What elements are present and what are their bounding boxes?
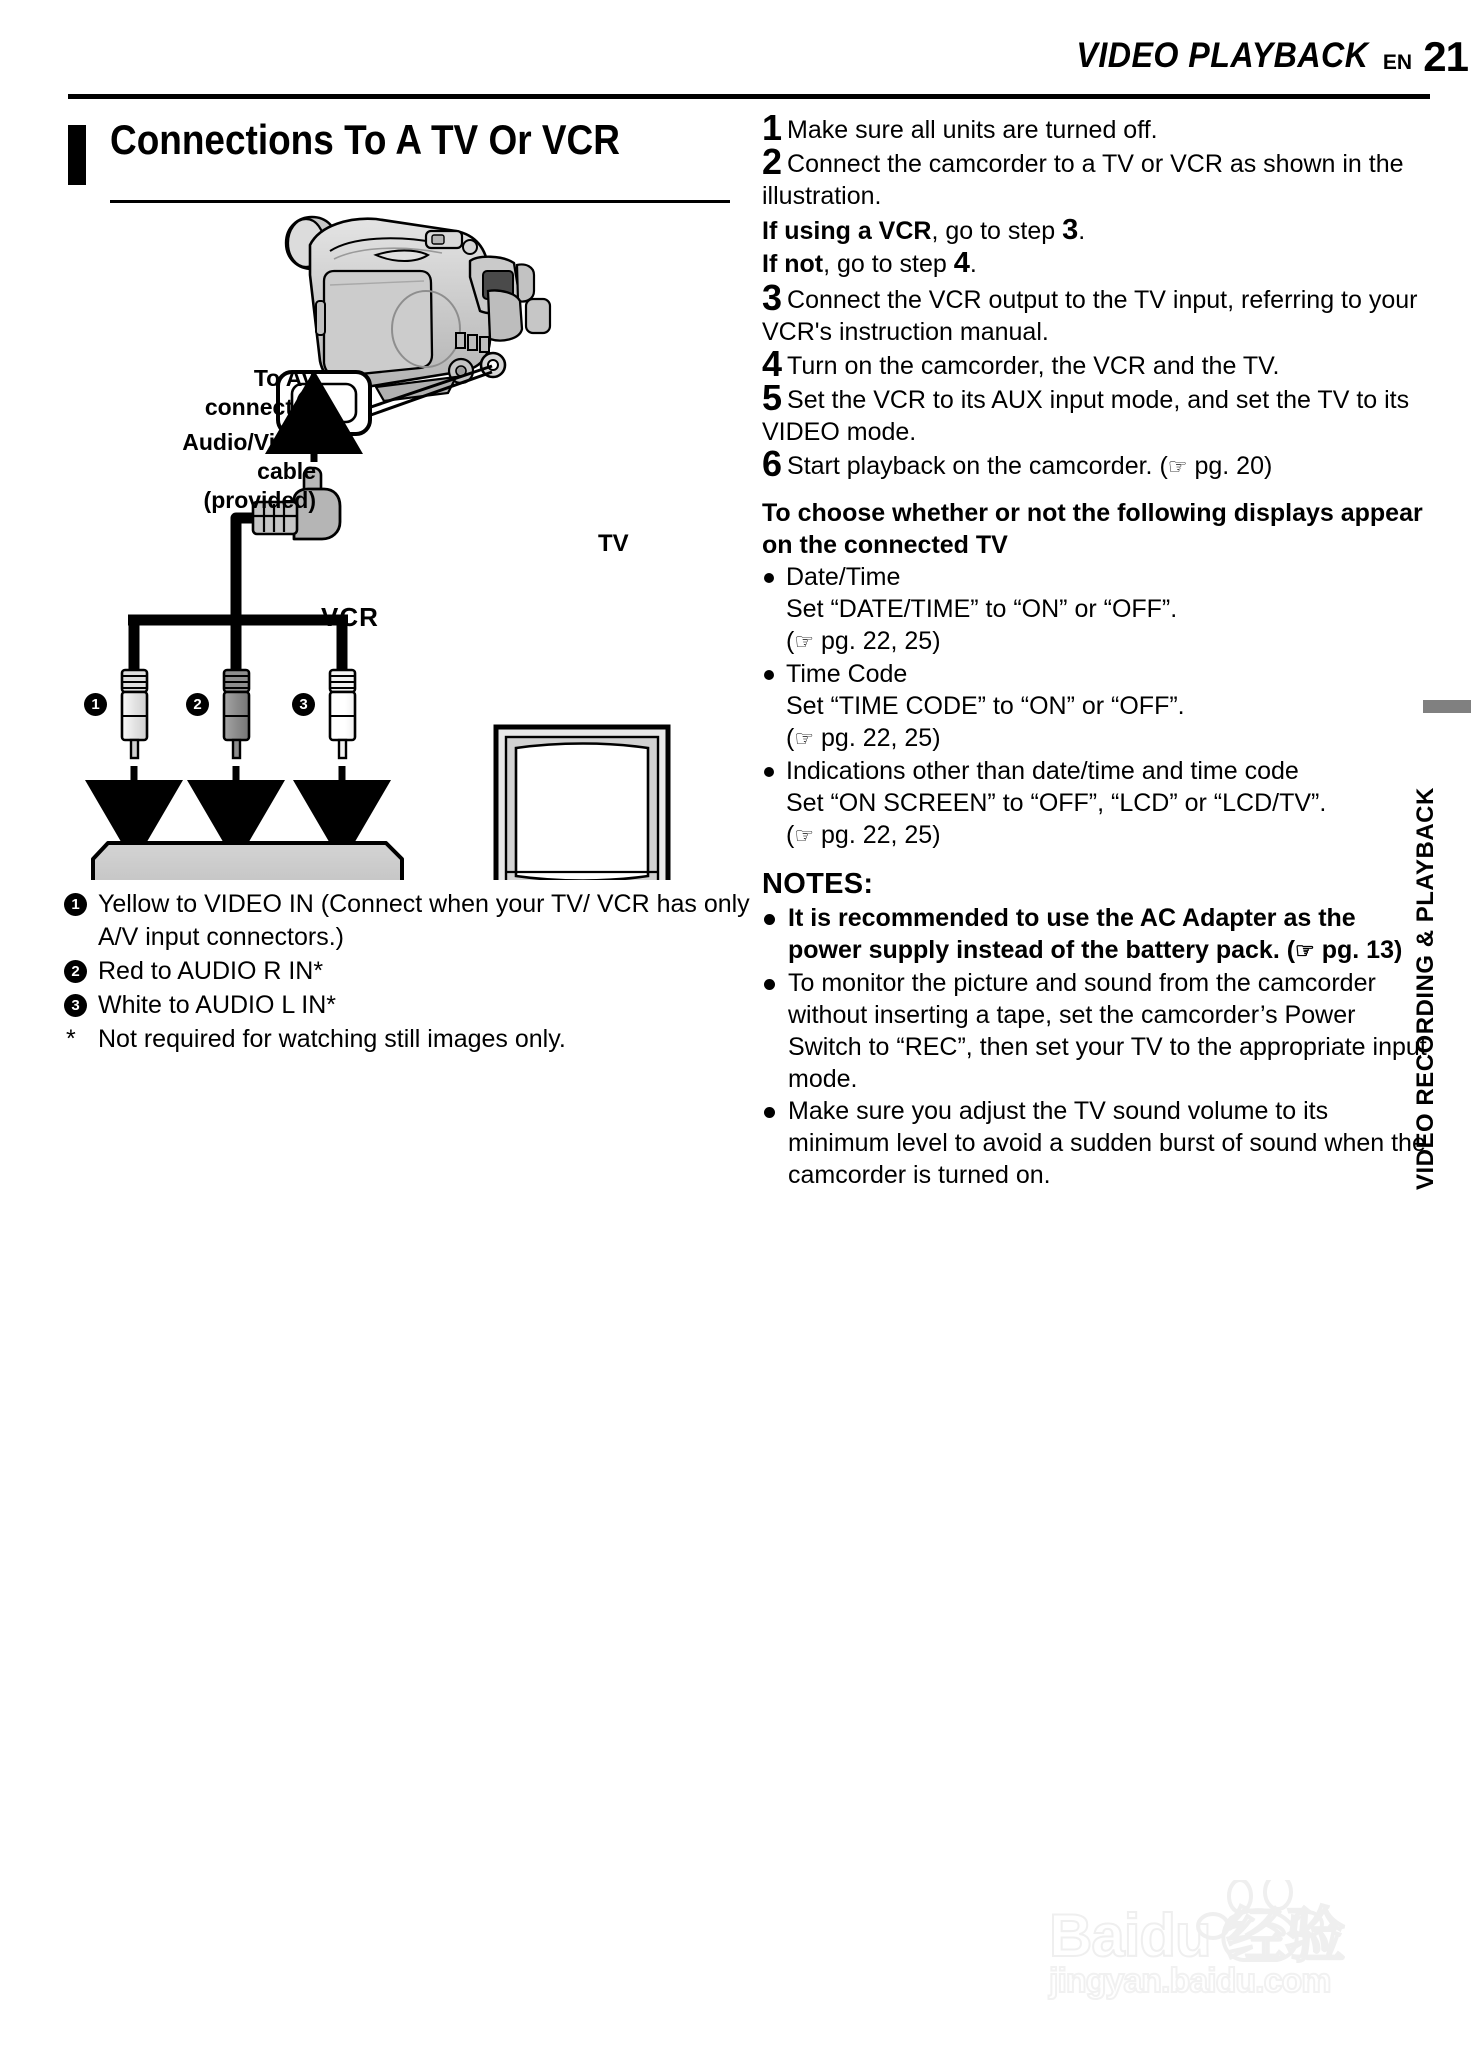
legend-badge-1: 1: [64, 893, 87, 916]
ref-open-paren: (: [786, 821, 795, 849]
bullet-dot-icon: [764, 767, 774, 777]
label-av-cable: [182, 428, 316, 515]
branch-if-not-label: If not: [762, 250, 824, 278]
legend-item: [64, 888, 754, 954]
branch-if-not-rest: , go to step: [823, 250, 954, 278]
step-2-text: Connect the camcorder to a TV or VCR as shown in the illustration.: [762, 150, 1404, 210]
step-6-text-b: pg. 20): [1187, 452, 1273, 480]
connection-diagram: [68, 200, 748, 880]
baidu-watermark: [1035, 1880, 1435, 2050]
displays-item-2-title-row: [762, 658, 1432, 690]
step-2-number: 2: [762, 141, 783, 182]
branch-if-vcr: [762, 214, 1432, 247]
baidu-watermark-logo: Baidu 经验: [1049, 1902, 1345, 1969]
branch-if-not-end: .: [969, 250, 977, 278]
cable-legend-list: [64, 888, 754, 1056]
header-rule: [68, 94, 1430, 99]
legend-item: [64, 989, 754, 1022]
rca-plug-3: [330, 670, 355, 758]
ref-open-paren: (: [786, 627, 795, 655]
label-cable-line3: (provided): [203, 487, 316, 513]
rca-plug-1: [122, 670, 147, 758]
legend-text-2: Red to AUDIO R IN*: [98, 957, 324, 985]
note-item-1-tail: pg. 13): [1314, 936, 1403, 964]
label-av-line1: To AV: [253, 365, 316, 391]
step-6: [762, 443, 1432, 484]
step-5: [762, 377, 1432, 448]
bullet-dot-icon: [764, 670, 774, 680]
branch-if-vcr-end: .: [1078, 217, 1086, 245]
pointing-hand-icon: ☞: [794, 629, 815, 654]
label-cable-line1: Audio/Video: [182, 429, 316, 455]
note-item-3: [762, 1095, 1432, 1191]
side-tab-label: VIDEO RECORDING & PLAYBACK: [1412, 787, 1439, 1190]
step-2: [762, 141, 1432, 212]
diagram-graphic: [68, 200, 748, 880]
displays-item-1: [762, 561, 1432, 658]
ref-open-paren: (: [786, 724, 795, 752]
right-column: [762, 107, 1432, 1191]
legend-badge-3: 3: [64, 994, 87, 1017]
note-item-2-text: To monitor the picture and sound from the camcorder without inserting a tape, set the camcorder’s Power Switch to “REC”, then set your TV to the appropriate input mode.: [788, 969, 1427, 1093]
baidu-watermark-url: jingyan.baidu.com: [1049, 1962, 1331, 2000]
step-3-number: 3: [762, 277, 783, 318]
step-4-text: Turn on the camcorder, the VCR and the TV.: [787, 352, 1280, 380]
page-title: Connections To A TV Or VCR: [110, 116, 620, 163]
header-language-code: EN: [1382, 51, 1412, 74]
displays-item-3-detail: Set “ON SCREEN” to “OFF”, “LCD” or “LCD/TV”.: [786, 789, 1327, 817]
displays-item-2-ref: [762, 722, 1432, 755]
legend-footnote-text: Not required for watching still images only.: [98, 1025, 566, 1053]
label-av-line2: connector: [204, 394, 316, 420]
note-item-3-text: Make sure you adjust the TV sound volume to its minimum level to avoid a sudden burst of sound when the camcorder is turned on.: [788, 1097, 1426, 1189]
step-4-number: 4: [762, 343, 783, 384]
displays-item-2-detail: Set “TIME CODE” to “ON” or “OFF”.: [786, 692, 1185, 720]
bullet-dot-icon: [764, 1107, 775, 1118]
step-3: [762, 277, 1432, 348]
displays-item-2-title: Time Code: [786, 660, 908, 688]
note-item-2: [762, 967, 1432, 1095]
bullet-dot-icon: [764, 979, 775, 990]
step-4: [762, 343, 1432, 384]
displays-item-3-title: Indications other than date/time and time code: [786, 757, 1299, 785]
step-1-text: Make sure all units are turned off.: [787, 116, 1158, 144]
label-av-connector: [205, 364, 316, 422]
pointing-hand-icon: ☞: [1295, 938, 1315, 963]
av-cable-routing: [128, 518, 348, 670]
label-cable-line2: cable: [257, 458, 316, 484]
label-vcr: VCR: [321, 602, 379, 632]
vcr-illustration: [93, 843, 402, 880]
step-5-text: Set the VCR to its AUX input mode, and set the TV to its VIDEO mode.: [762, 386, 1410, 446]
displays-item-1-ref: [762, 625, 1432, 658]
conditional-branches: [762, 214, 1432, 280]
step-1-number: 1: [762, 107, 783, 148]
displays-item-3-title-row: [762, 755, 1432, 787]
legend-footnote-marker: *: [66, 1025, 76, 1053]
bullet-dot-icon: [764, 914, 775, 925]
legend-footnote: [64, 1023, 754, 1056]
displays-item-2: [762, 658, 1432, 755]
displays-item-1-title: Date/Time: [786, 563, 901, 591]
pointing-hand-icon: ☞: [794, 726, 815, 751]
note-item-1: [762, 902, 1432, 967]
label-tv: TV: [598, 530, 629, 557]
displays-item-1-title-row: [762, 561, 1432, 593]
baidu-paw-icon: [1035, 1880, 1435, 2000]
diagram-plug-badge-2: 2: [186, 693, 209, 716]
displays-item-3-ref: [762, 819, 1432, 852]
notes-heading: NOTES:: [762, 868, 874, 900]
tv-illustration: [496, 727, 668, 880]
pointing-hand-icon: ☞: [794, 823, 815, 848]
connection-arrows: [134, 766, 342, 822]
step-1: [762, 107, 1432, 148]
ref-pages: pg. 22, 25): [814, 821, 941, 849]
ref-pages: pg. 22, 25): [814, 627, 941, 655]
legend-text-3: White to AUDIO L IN*: [98, 991, 337, 1019]
section-title-accent-bar: [68, 125, 86, 185]
ref-pages: pg. 22, 25): [814, 724, 941, 752]
running-head: VIDEO PLAYBACK: [1075, 36, 1368, 75]
note-item-1-text: It is recommended to use the AC Adapter as the power supply instead of the battery pack. (: [788, 904, 1356, 964]
pointing-hand-icon: ☞: [1167, 454, 1188, 479]
displays-section-heading: To choose whether or not the following displays appear on the connected TV: [762, 499, 1423, 559]
diagram-plug-badge-3: 3: [292, 693, 315, 716]
diagram-plug-badge-1: 1: [84, 693, 107, 716]
branch-if-vcr-rest: , go to step: [931, 217, 1063, 245]
legend-text-1: Yellow to VIDEO IN (Connect when your TV/ VCR has only A/V input connectors.): [98, 890, 750, 951]
legend-item: [64, 955, 754, 988]
legend-badge-2: 2: [64, 960, 87, 983]
branch-if-vcr-step: 3: [1062, 214, 1079, 246]
branch-if-not: [762, 247, 1432, 280]
displays-item-1-detail: Set “DATE/TIME” to “ON” or “OFF”.: [786, 595, 1178, 623]
bullet-dot-icon: [764, 573, 774, 583]
rca-plug-2: [224, 670, 249, 758]
step-6-number: 6: [762, 443, 783, 484]
page-number: 21: [1423, 33, 1468, 80]
branch-if-not-step: 4: [953, 247, 970, 279]
branch-if-vcr-label: If using a VCR: [762, 217, 932, 245]
step-3-text: Connect the VCR output to the TV input, referring to your VCR's instruction manual.: [762, 286, 1418, 346]
page-header: [0, 0, 1480, 100]
displays-item-3: [762, 755, 1432, 852]
step-6-text-a: Start playback on the camcorder. (: [787, 452, 1168, 480]
step-5-number: 5: [762, 377, 783, 418]
